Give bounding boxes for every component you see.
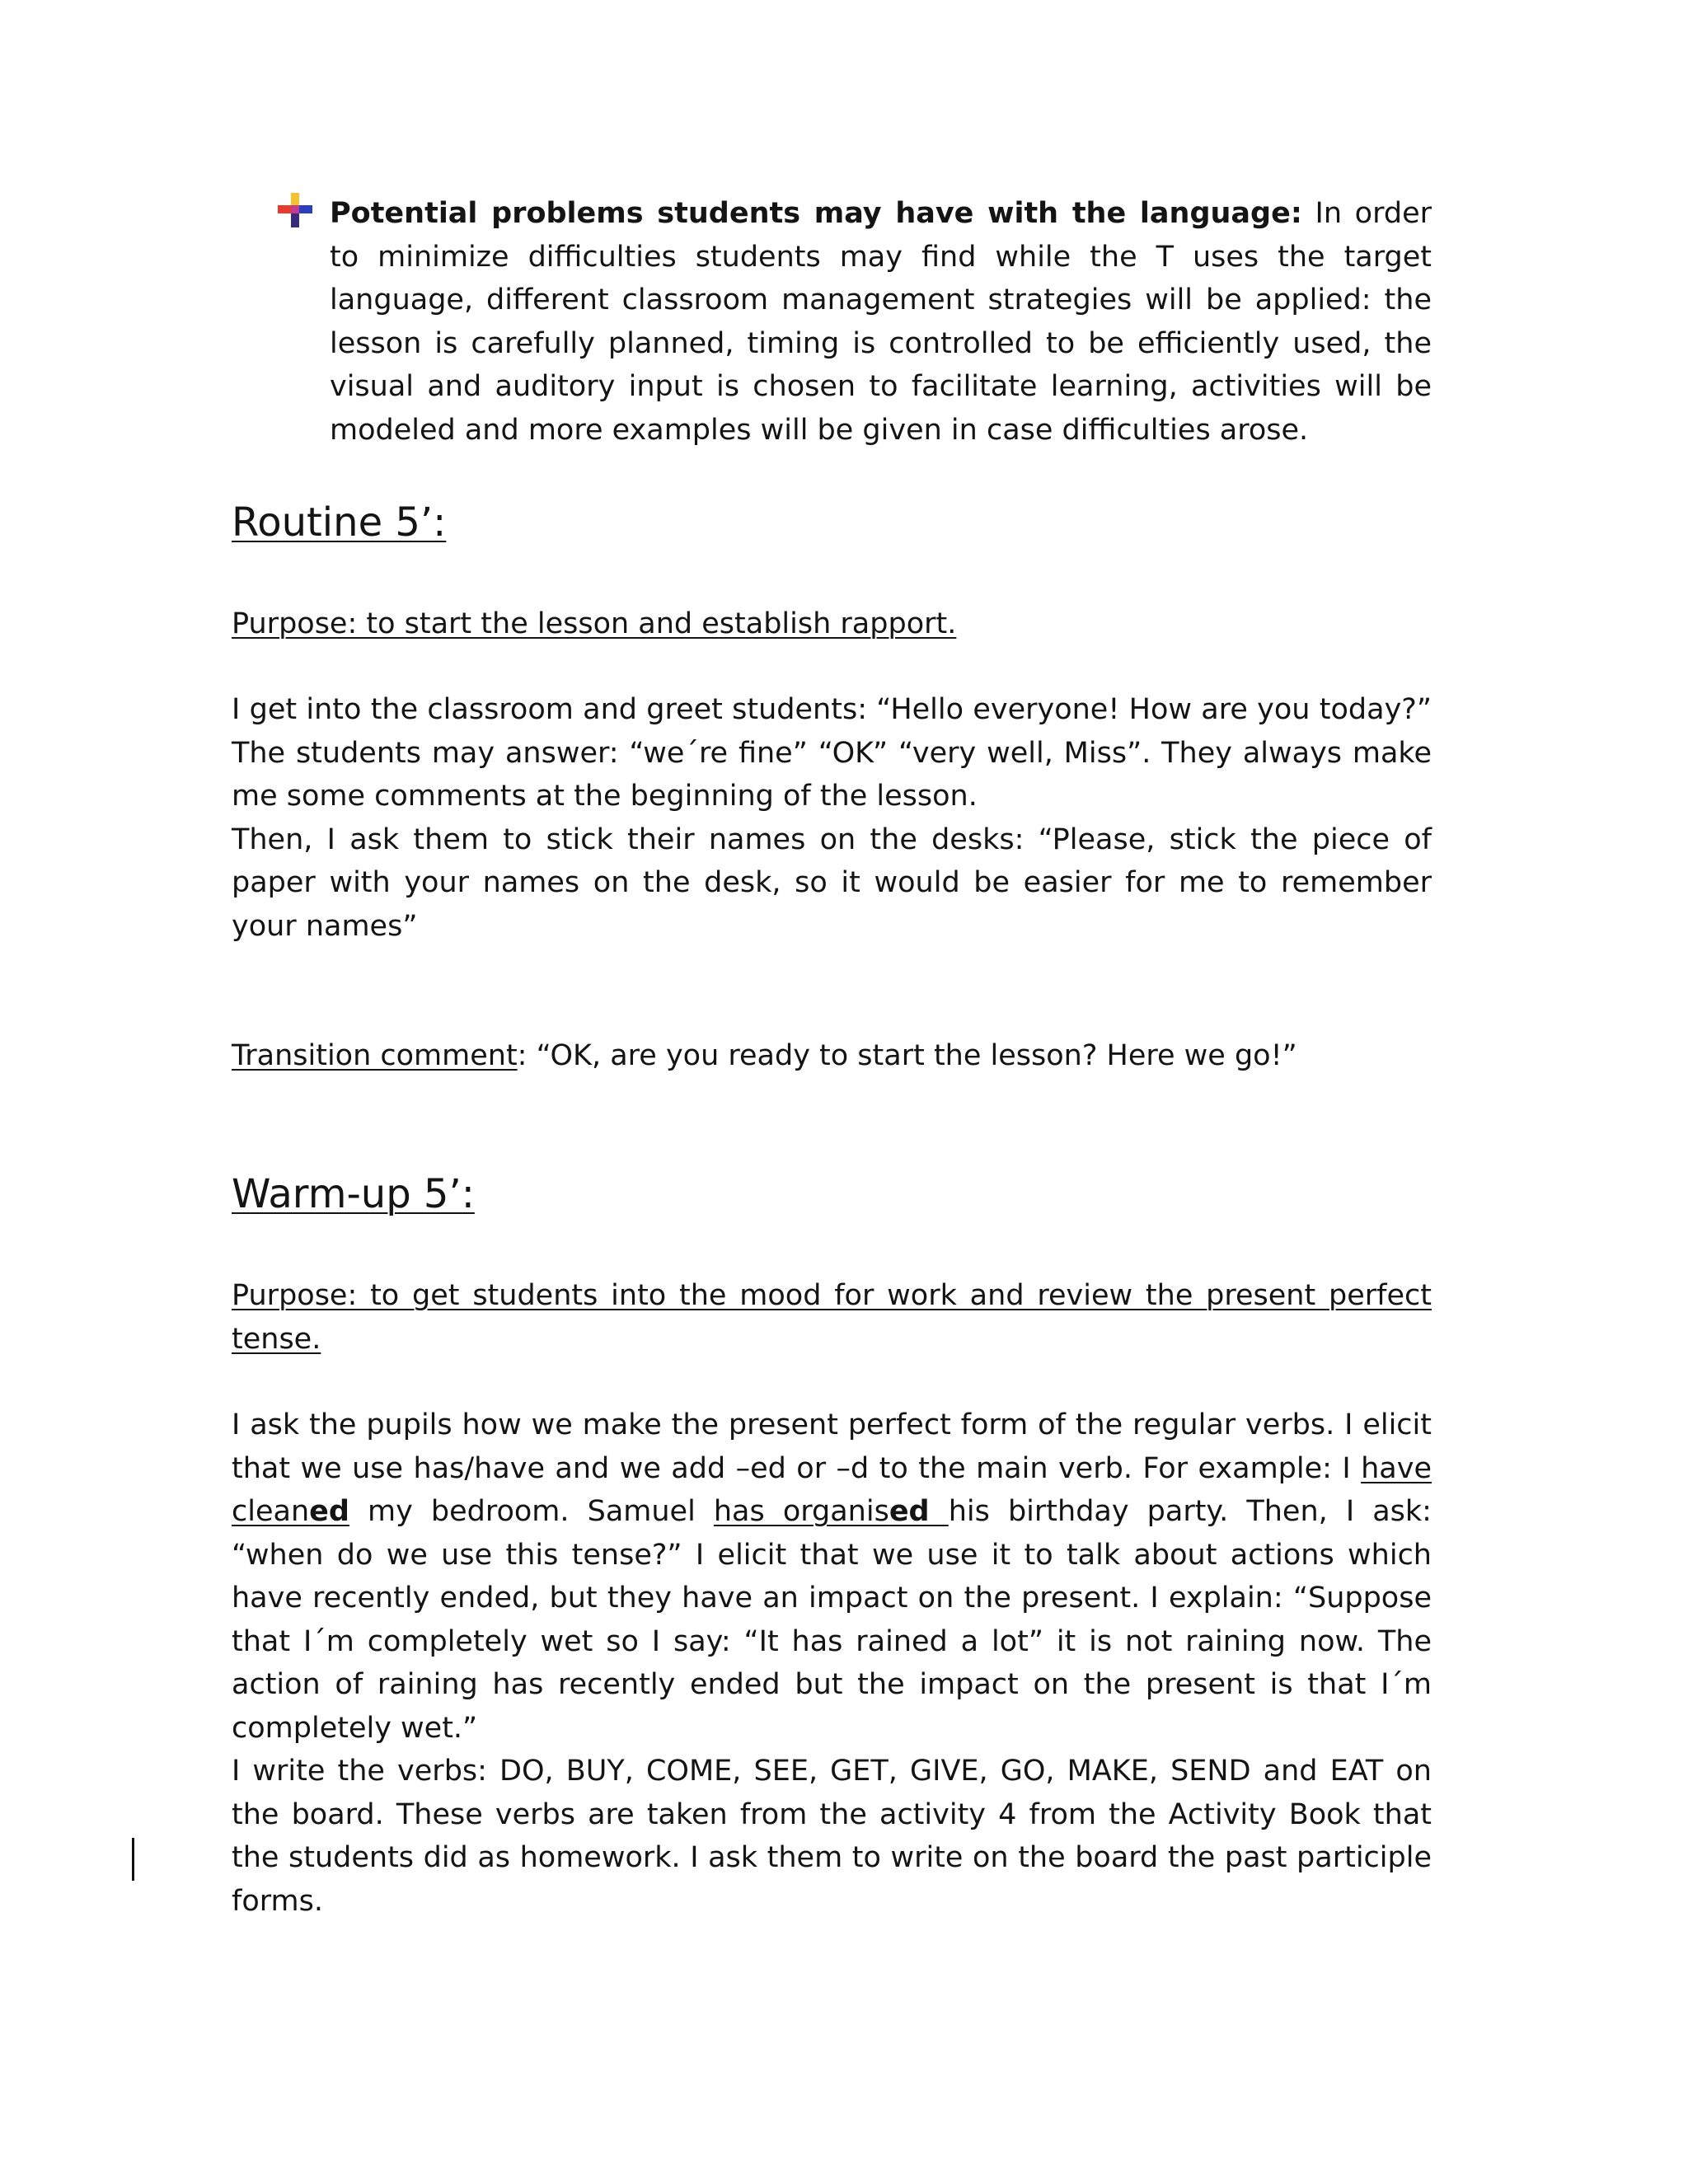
routine-heading: Routine 5’: [232, 499, 447, 546]
warmup-paragraph-2: I write the verbs: DO, BUY, COME, SEE, GET, GIVE, GO, MAKE, SEND and EAT on the board. These verbs are taken from the activity 4 from the Activity Book that the students did as homework. I ask them to write on the board the past participle forms. [232, 1755, 1432, 1918]
warmup-heading: Warm-up 5’: [232, 1171, 475, 1217]
example-have-cleaned: have cleaned [232, 1451, 1432, 1528]
routine-section [232, 498, 1432, 547]
routine-greeting-paragraph [232, 688, 1432, 948]
example-has-organised: has organised [713, 1495, 949, 1528]
potential-problems-paragraph [330, 192, 1432, 452]
warmup-paragraph-1: I ask the pupils how we make the present perfect form of the regular verbs. I elicit that we use has/have and we add –ed or –d to the main verb. For example: I have cleaned my bedroom. Samuel has organised his birthday party. Then, I ask: “when do we use this tense?” I elicit that we use it to talk about actions which have recently ended, but they have an impact on the present. I explain: “Suppose that I´m completely wet so I say: “It has rained a lot” it is not raining now. The action of raining has recently ended but the impact on the present is that I´m completely wet.” [232, 1408, 1432, 1745]
routine-paragraph-2: Then, I ask them to stick their names on the desks: “Please, stick the piece of paper with your names on the desk, so it would be easier for me to remember your names” [232, 823, 1432, 943]
transition-label: Transition comment [232, 1039, 518, 1072]
potential-problems-label: Potential problems students may have with the language: [330, 197, 1302, 230]
transition-text: : “OK, are you ready to start the lesson? Here we go!” [517, 1039, 1297, 1072]
routine-purpose: Purpose: to start the lesson and establish rapport. [232, 607, 957, 640]
routine-paragraph-1: I get into the classroom and greet students: “Hello everyone! How are you today?” The students may answer: “we´re fine” “OK” “very well, Miss”. They always make me some comments at the beginning of the lesson. [232, 693, 1432, 813]
warmup-body [232, 1404, 1432, 1923]
bullet-icon [278, 193, 312, 227]
warmup-section [232, 1169, 1432, 1219]
warmup-purpose: Purpose: to get students into the mood for work and review the present perfect tense. [232, 1279, 1432, 1356]
transition-comment [232, 1034, 1432, 1078]
potential-problems-text: In order to minimize difficulties students may find while the T uses the target language, different classroom management strategies will be applied: the lesson is carefully planned, timing is controlled to be efficiently used, the visual and auditory input is chosen to facilitate learning, activities will be modeled and more examples will be given in case difficulties arose. [330, 197, 1432, 447]
text-cursor-mark [132, 1838, 134, 1881]
